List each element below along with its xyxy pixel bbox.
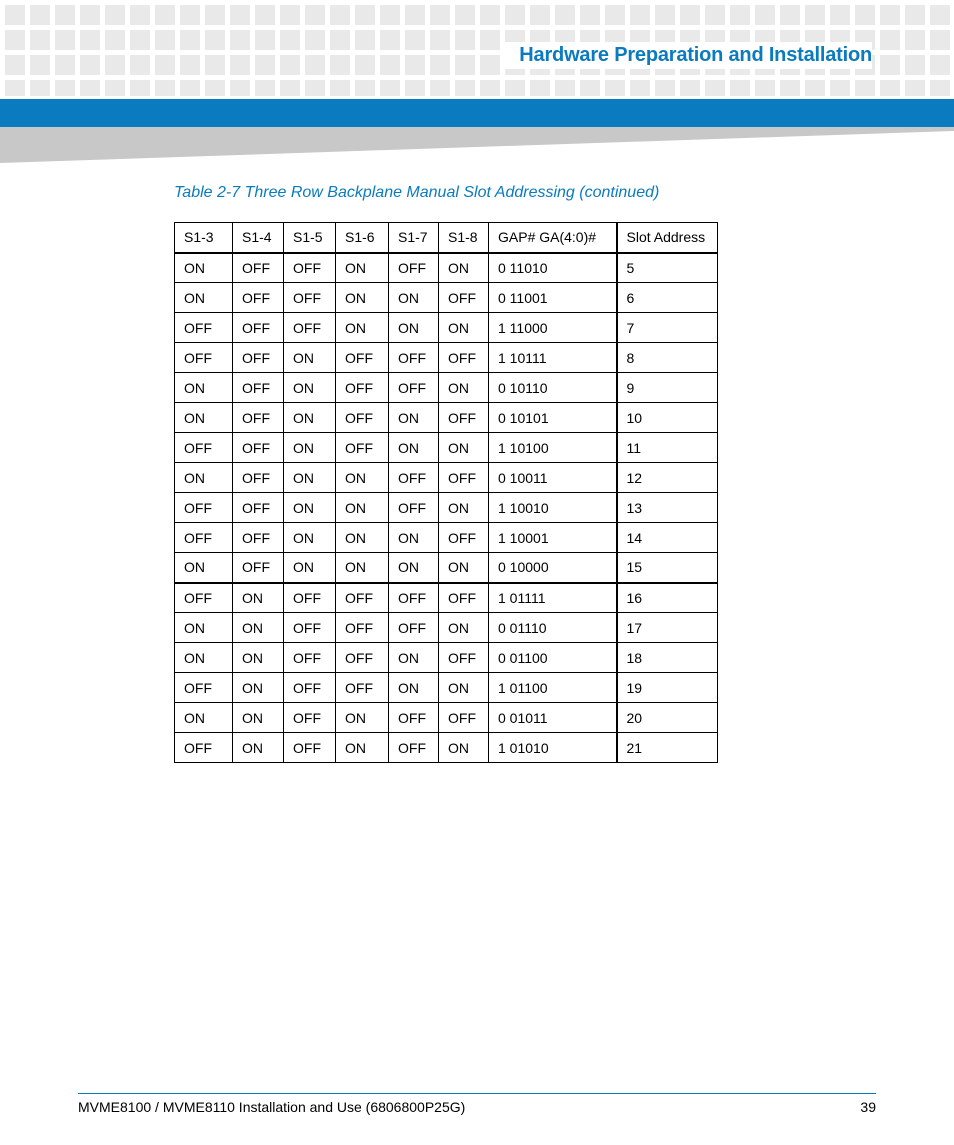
table-cell: 1 10010: [489, 493, 617, 523]
table-cell: ON: [389, 643, 439, 673]
column-header: S1-5: [284, 223, 336, 253]
table-cell: 0 10110: [489, 373, 617, 403]
table-cell: OFF: [336, 583, 389, 613]
column-header: S1-4: [233, 223, 284, 253]
table-body: [175, 253, 718, 763]
table-cell: OFF: [439, 643, 489, 673]
table-cell: OFF: [439, 283, 489, 313]
table-cell: OFF: [233, 523, 284, 553]
table-header-row: [175, 223, 718, 253]
table-cell: ON: [439, 613, 489, 643]
footer-rule: [78, 1093, 876, 1094]
table-cell: 12: [617, 463, 718, 493]
table-cell: OFF: [336, 403, 389, 433]
table-cell: OFF: [336, 643, 389, 673]
table-row: [175, 463, 718, 493]
table-cell: OFF: [439, 463, 489, 493]
table-cell: ON: [175, 703, 233, 733]
table-cell: OFF: [175, 493, 233, 523]
table-cell: OFF: [175, 523, 233, 553]
table-cell: ON: [336, 313, 389, 343]
table-cell: 15: [617, 553, 718, 583]
table-cell: OFF: [175, 343, 233, 373]
table-cell: ON: [284, 463, 336, 493]
table-cell: ON: [336, 463, 389, 493]
table-row: [175, 523, 718, 553]
table-cell: ON: [233, 613, 284, 643]
table-cell: OFF: [284, 733, 336, 763]
table-cell: OFF: [284, 283, 336, 313]
table-row: [175, 403, 718, 433]
table-cell: 0 11001: [489, 283, 617, 313]
table-cell: ON: [284, 493, 336, 523]
table-cell: OFF: [284, 253, 336, 283]
column-header: S1-7: [389, 223, 439, 253]
table-cell: ON: [389, 673, 439, 703]
table-cell: 0 01011: [489, 703, 617, 733]
table-cell: OFF: [175, 313, 233, 343]
table-cell: OFF: [175, 673, 233, 703]
table-cell: 18: [617, 643, 718, 673]
table-cell: ON: [389, 403, 439, 433]
column-header: GAP# GA(4:0)#: [489, 223, 617, 253]
table-cell: OFF: [233, 433, 284, 463]
table-cell: OFF: [439, 343, 489, 373]
table-cell: OFF: [389, 703, 439, 733]
table-cell: OFF: [233, 343, 284, 373]
table-cell: OFF: [284, 673, 336, 703]
table-row: [175, 643, 718, 673]
table-cell: ON: [336, 253, 389, 283]
table-cell: ON: [336, 493, 389, 523]
table-cell: 16: [617, 583, 718, 613]
table-cell: OFF: [439, 583, 489, 613]
table-cell: 0 11010: [489, 253, 617, 283]
table-cell: ON: [175, 553, 233, 583]
table-cell: ON: [284, 553, 336, 583]
table-cell: ON: [233, 703, 284, 733]
table-row: [175, 373, 718, 403]
table-cell: 1 01100: [489, 673, 617, 703]
table-cell: 1 11000: [489, 313, 617, 343]
table-cell: OFF: [389, 733, 439, 763]
column-header: S1-8: [439, 223, 489, 253]
header-gray-swoosh: [0, 127, 954, 163]
table-cell: OFF: [389, 373, 439, 403]
table-cell: ON: [439, 553, 489, 583]
table-cell: ON: [439, 673, 489, 703]
table-cell: ON: [336, 553, 389, 583]
table-cell: 1 10100: [489, 433, 617, 463]
table-cell: ON: [175, 283, 233, 313]
table-cell: ON: [336, 523, 389, 553]
table-cell: ON: [284, 403, 336, 433]
table-cell: ON: [389, 313, 439, 343]
table-row: [175, 343, 718, 373]
table-row: [175, 253, 718, 283]
page-header-title: Hardware Preparation and Installation: [505, 42, 872, 69]
table-cell: OFF: [233, 493, 284, 523]
table-row: [175, 733, 718, 763]
table-cell: OFF: [233, 253, 284, 283]
table-cell: 17: [617, 613, 718, 643]
table-cell: OFF: [284, 703, 336, 733]
table-cell: OFF: [284, 613, 336, 643]
table-cell: 20: [617, 703, 718, 733]
table-row: [175, 313, 718, 343]
table-cell: OFF: [284, 643, 336, 673]
table-cell: ON: [175, 253, 233, 283]
table-row: [175, 673, 718, 703]
table-cell: ON: [439, 433, 489, 463]
table-cell: ON: [175, 403, 233, 433]
table-cell: OFF: [389, 613, 439, 643]
table-cell: 21: [617, 733, 718, 763]
table-cell: 1 10001: [489, 523, 617, 553]
table-header: [175, 223, 718, 253]
table-cell: 9: [617, 373, 718, 403]
table-cell: ON: [233, 673, 284, 703]
table-cell: ON: [336, 733, 389, 763]
table-cell: OFF: [233, 373, 284, 403]
table-cell: ON: [439, 313, 489, 343]
table-cell: ON: [284, 373, 336, 403]
table-cell: OFF: [175, 733, 233, 763]
table-cell: 0 01110: [489, 613, 617, 643]
table-cell: 7: [617, 313, 718, 343]
table-cell: ON: [175, 643, 233, 673]
table-cell: 6: [617, 283, 718, 313]
table-cell: ON: [233, 643, 284, 673]
table-row: [175, 613, 718, 643]
table-cell: OFF: [389, 463, 439, 493]
table-cell: 1 01111: [489, 583, 617, 613]
table-cell: OFF: [175, 433, 233, 463]
table-cell: OFF: [233, 313, 284, 343]
table-cell: ON: [284, 343, 336, 373]
table-cell: ON: [389, 553, 439, 583]
table-cell: OFF: [439, 523, 489, 553]
table-cell: OFF: [336, 433, 389, 463]
table-cell: ON: [175, 373, 233, 403]
table-cell: 13: [617, 493, 718, 523]
table-cell: OFF: [389, 493, 439, 523]
table-cell: 10: [617, 403, 718, 433]
table-cell: OFF: [389, 583, 439, 613]
table-cell: OFF: [439, 403, 489, 433]
table-cell: 19: [617, 673, 718, 703]
table-cell: 11: [617, 433, 718, 463]
footer-document-title: MVME8100 / MVME8110 Installation and Use (6806800P25G): [78, 1099, 466, 1115]
table-cell: 0 01100: [489, 643, 617, 673]
table-cell: ON: [284, 523, 336, 553]
table-cell: ON: [175, 463, 233, 493]
column-header: Slot Address: [617, 223, 718, 253]
table-cell: ON: [175, 613, 233, 643]
table-cell: OFF: [389, 253, 439, 283]
table-cell: OFF: [439, 703, 489, 733]
table-cell: OFF: [175, 583, 233, 613]
column-header: S1-6: [336, 223, 389, 253]
table-cell: ON: [439, 493, 489, 523]
table-cell: 14: [617, 523, 718, 553]
table-cell: 0 10101: [489, 403, 617, 433]
table-cell: OFF: [336, 343, 389, 373]
table-row: [175, 493, 718, 523]
table-cell: ON: [439, 373, 489, 403]
table-row: [175, 283, 718, 313]
header-blue-band: [0, 99, 954, 127]
table-cell: OFF: [233, 553, 284, 583]
column-header: S1-3: [175, 223, 233, 253]
table-cell: ON: [439, 253, 489, 283]
table-cell: OFF: [336, 673, 389, 703]
table-cell: 1 10111: [489, 343, 617, 373]
table-cell: ON: [336, 703, 389, 733]
table-cell: 0 10000: [489, 553, 617, 583]
table-row: [175, 553, 718, 583]
table-cell: OFF: [336, 613, 389, 643]
table-caption: Table 2-7 Three Row Backplane Manual Slot Addressing (continued): [174, 184, 660, 201]
table-cell: 1 01010: [489, 733, 617, 763]
table-cell: 5: [617, 253, 718, 283]
table-cell: ON: [336, 283, 389, 313]
table-cell: ON: [284, 433, 336, 463]
table-cell: ON: [233, 583, 284, 613]
table-row: [175, 583, 718, 613]
table-cell: ON: [233, 733, 284, 763]
table-cell: ON: [439, 733, 489, 763]
slot-addressing-table: [174, 222, 718, 763]
table-cell: OFF: [284, 313, 336, 343]
table-cell: OFF: [233, 283, 284, 313]
table-cell: OFF: [233, 403, 284, 433]
table-cell: OFF: [336, 373, 389, 403]
table-cell: OFF: [284, 583, 336, 613]
table-cell: 8: [617, 343, 718, 373]
table-row: [175, 433, 718, 463]
table-cell: ON: [389, 523, 439, 553]
table-cell: ON: [389, 433, 439, 463]
table-cell: OFF: [233, 463, 284, 493]
table-cell: ON: [389, 283, 439, 313]
table-cell: 0 10011: [489, 463, 617, 493]
table-row: [175, 703, 718, 733]
page-number: 39: [860, 1099, 876, 1115]
table-cell: OFF: [389, 343, 439, 373]
